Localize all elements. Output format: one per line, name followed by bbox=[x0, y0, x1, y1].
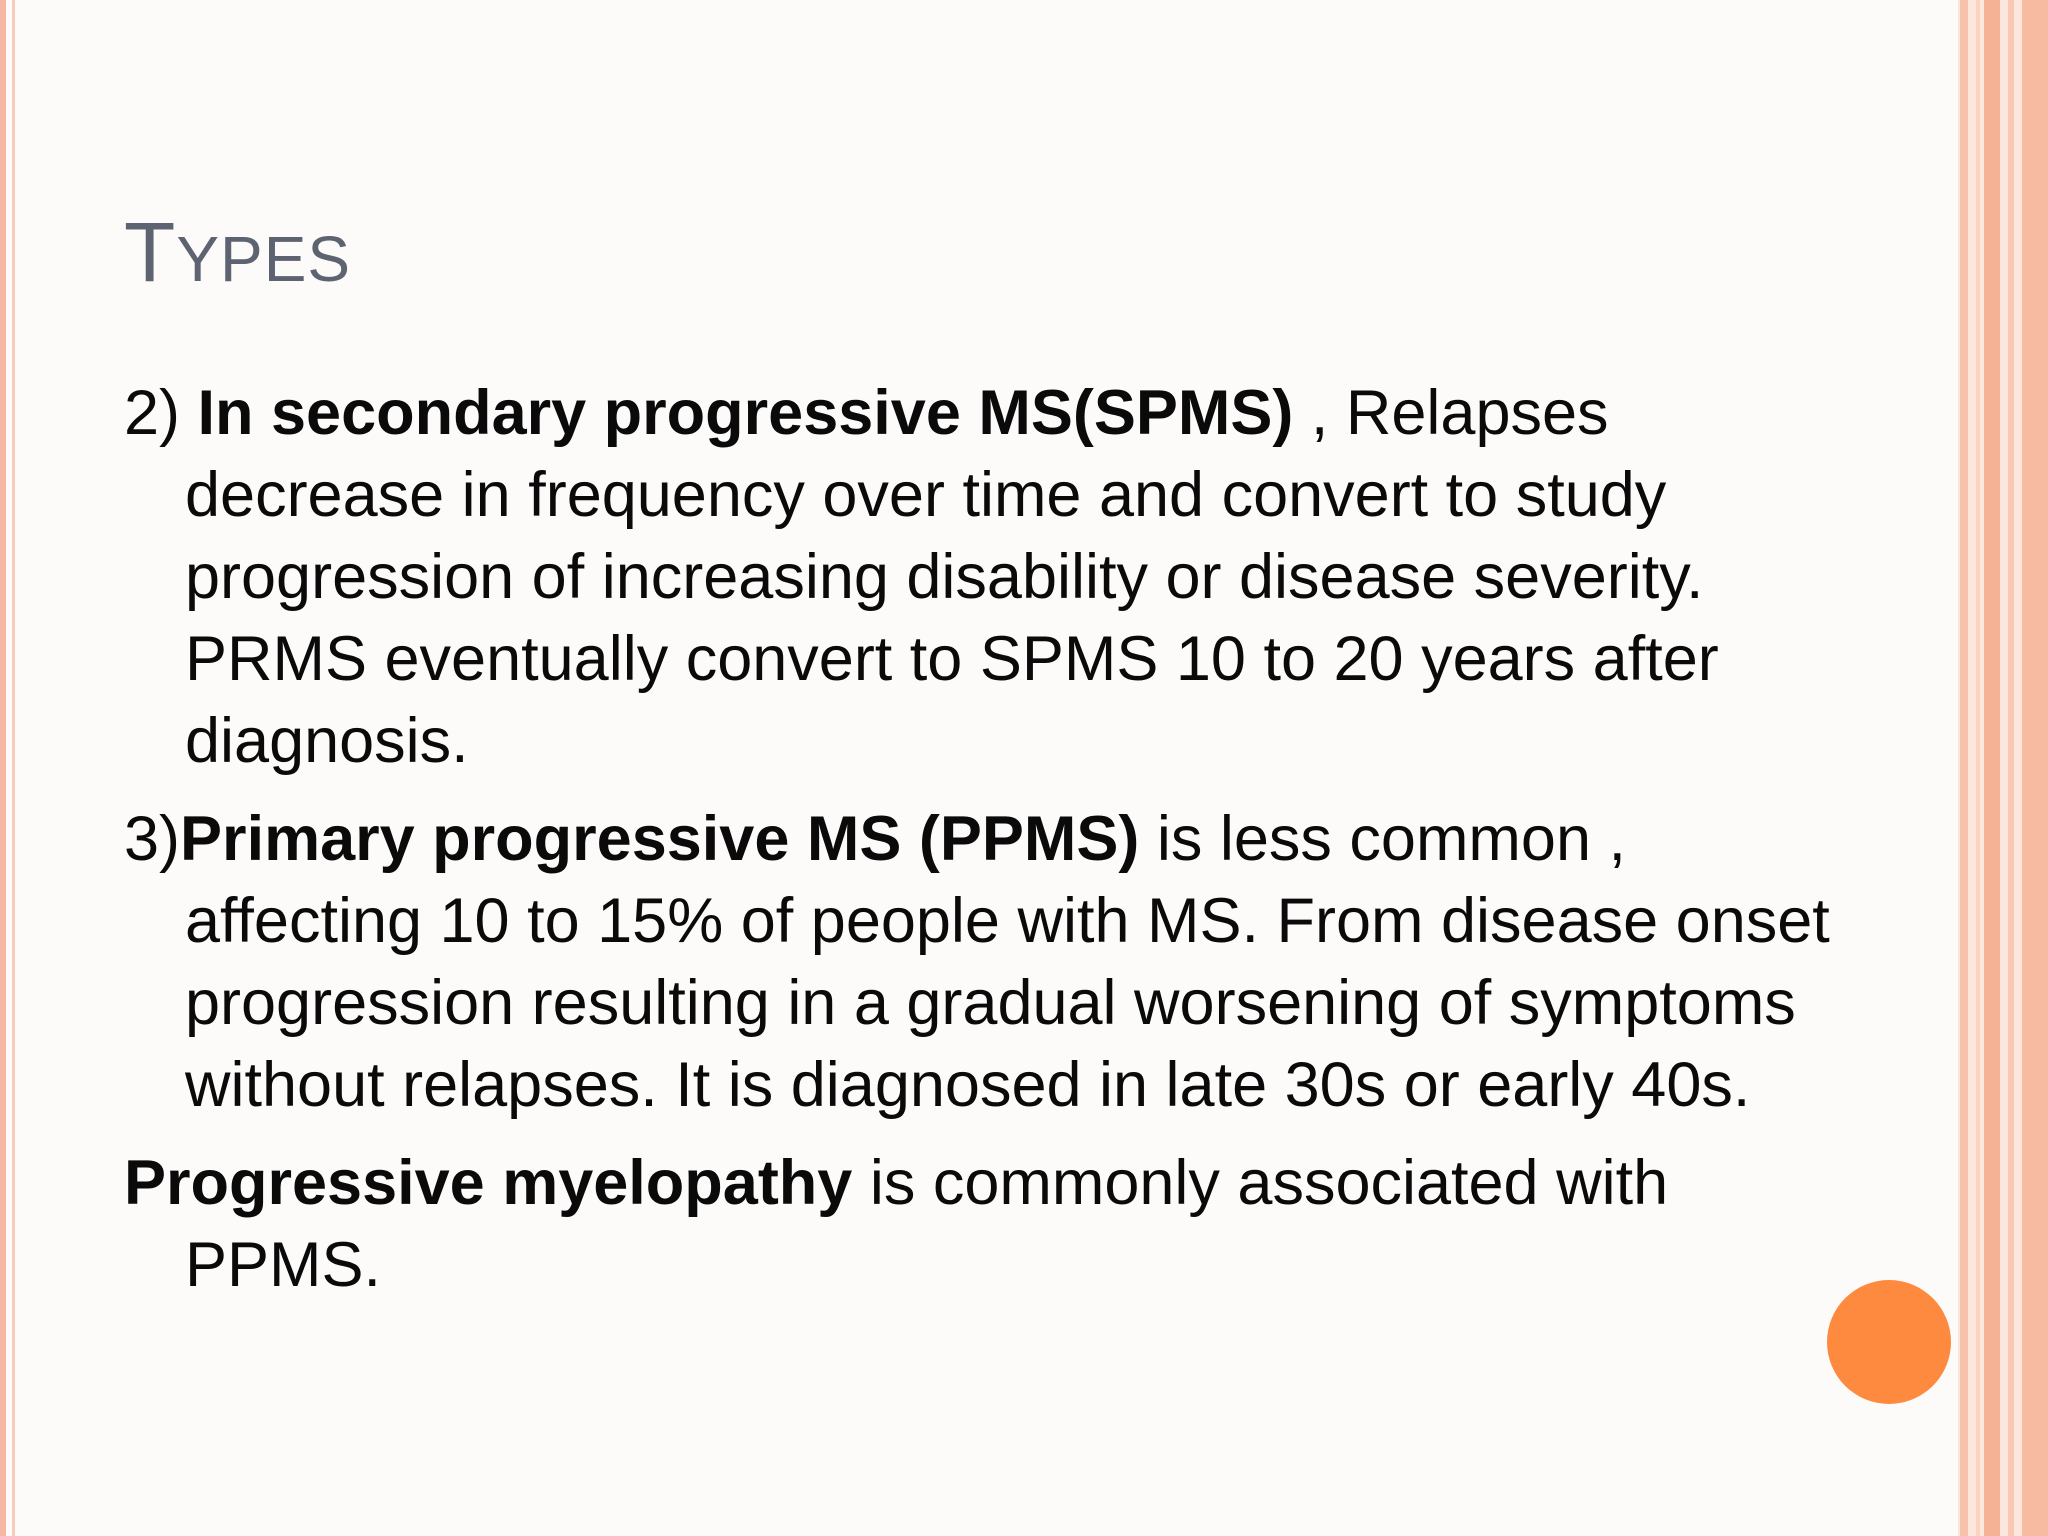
paragraph-text: , Relapses decrease in frequency over time and convert to study progression of increasing disability or disease severity. PRMS eventually convert to SPMS 10 to 20 years after diagnosis. bbox=[185, 378, 1719, 776]
paragraph-lead: 2) bbox=[124, 378, 198, 448]
right-stripe bbox=[1984, 0, 2000, 1536]
right-stripe bbox=[2008, 0, 2014, 1536]
paragraph-text: is less common , affecting 10 to 15% of people with MS. From disease onset progression resulting in a gradual worsening of symptoms without relapses. It is diagnosed in late 30s or early 40s. bbox=[185, 804, 1830, 1120]
paragraph-lead: 3) bbox=[124, 804, 181, 874]
paragraph-spms bbox=[124, 372, 1844, 782]
right-stripe bbox=[2022, 0, 2048, 1536]
left-border-stripe bbox=[0, 0, 6, 1536]
right-stripe bbox=[1960, 0, 1968, 1536]
paragraph-term: In secondary progressive MS(SPMS) bbox=[197, 378, 1294, 448]
paragraph-term: Progressive myelopathy bbox=[124, 1148, 853, 1218]
paragraph-ppms bbox=[124, 798, 1844, 1126]
paragraph-myelopathy bbox=[124, 1142, 1844, 1306]
paragraph-term: Primary progressive MS (PPMS) bbox=[180, 804, 1140, 874]
paragraph-text: is commonly associated with PPMS. bbox=[185, 1148, 1669, 1300]
right-stripe bbox=[1976, 0, 1980, 1536]
slide-title bbox=[124, 205, 352, 299]
orange-circle-decoration bbox=[1827, 1280, 1951, 1404]
title-initial: T bbox=[124, 205, 177, 299]
left-border-stripe-thin bbox=[12, 0, 15, 1536]
title-rest: YPES bbox=[176, 223, 352, 295]
slide-body bbox=[124, 372, 1844, 1322]
